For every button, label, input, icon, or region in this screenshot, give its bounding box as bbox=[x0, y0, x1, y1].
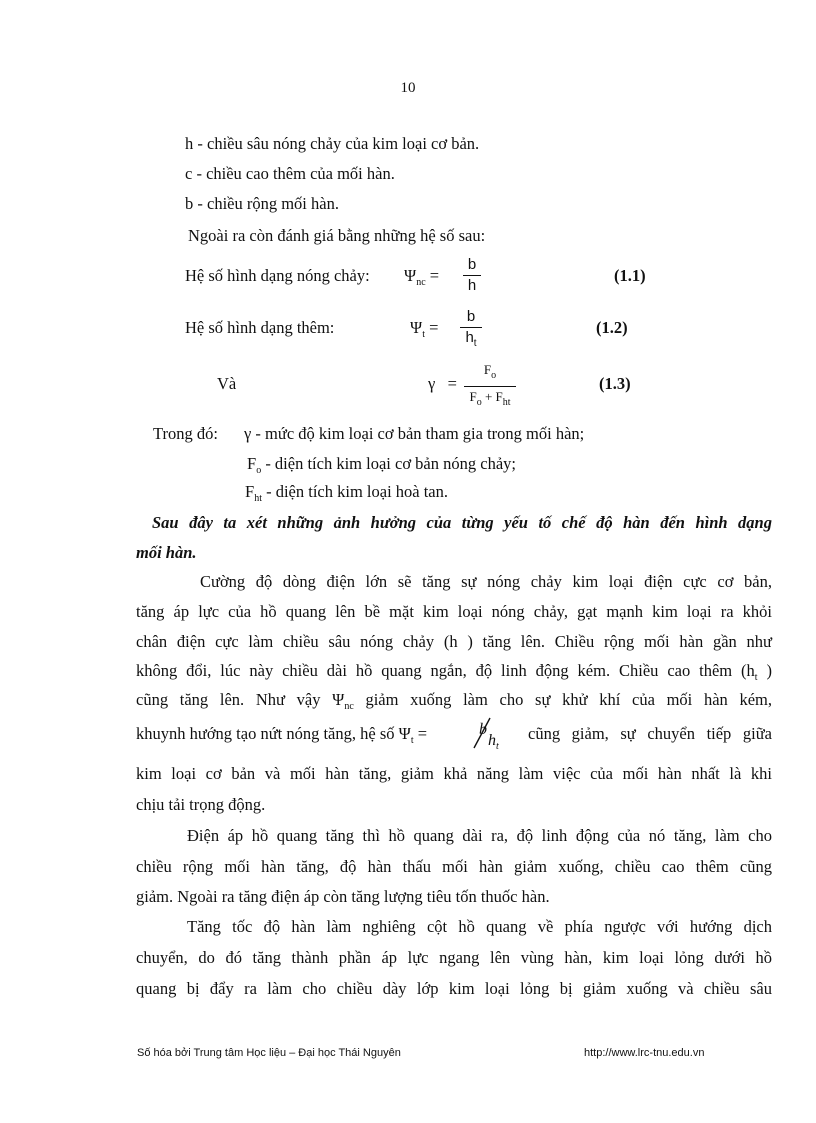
formula-1-number: (1.1) bbox=[614, 266, 646, 285]
footer-source: Số hóa bởi Trung tâm Học liệu – Đại học Thái Nguyên bbox=[137, 1047, 401, 1059]
para3-line-2: chuyển, do đó tăng thành phần áp lực ngang lên vùng hàn, kim loại lỏng dưới hồ bbox=[136, 948, 772, 967]
where-lead: Trong đó: bbox=[153, 424, 218, 443]
formula-3-label: Và bbox=[217, 374, 237, 393]
where-item-fo: $F_o$ - diện tích kim loại cơ bản nóng chảy; bbox=[247, 454, 516, 476]
para1-line-4: không đổi, lúc này chiều dài hồ quang ngắn, độ linh động kém. Chiều cao thêm ($h_t$ ) bbox=[136, 661, 772, 683]
para1-line-7: kim loại cơ bản và mối hàn tăng, giảm khả năng làm việc của mối hàn nhất là khi bbox=[136, 764, 772, 783]
para2-line-1: Điện áp hồ quang tăng thì hồ quang dài ra, độ linh động của nó tăng, làm cho bbox=[187, 826, 772, 845]
para1-line-6-left: khuynh hướng tạo nứt nóng tăng, hệ số $\Psi_t$ = bbox=[136, 724, 428, 746]
para1-line-2: tăng áp lực của hồ quang lên bề mặt kim loại nóng chảy, gạt mạnh kim loại ra khỏi bbox=[136, 602, 772, 621]
page-number: 10 bbox=[400, 80, 416, 96]
para2-line-2: chiều rộng mối hàn tăng, độ hàn thấu mối hàn giảm xuống, chiều cao thêm cũng bbox=[136, 857, 772, 876]
formula-2-number: (1.2) bbox=[596, 318, 628, 337]
formula-2-label: Hệ số hình dạng thêm: bbox=[185, 318, 335, 337]
formula-1-lhs: $\Psi_{nc}$ = bbox=[404, 266, 440, 288]
para1-line-5: cũng tăng lên. Như vậy $\Psi_{nc}$ giảm xuống làm cho sự khử khí của mối hàn kém, bbox=[136, 690, 772, 712]
slash-denominator: $h_t$ bbox=[488, 732, 499, 752]
para1-line-3: chân điện cực làm chiều sâu nóng chảy (h ) tăng lên. Chiều rộng mối hàn gần như bbox=[136, 632, 772, 651]
intro-line: Ngoài ra còn đánh giá bằng những hệ số sau: bbox=[188, 226, 486, 245]
definition-c: c - chiều cao thêm của mối hàn. bbox=[185, 164, 395, 183]
footer-url: http://www.lrc-tnu.edu.vn bbox=[584, 1047, 705, 1059]
where-item-fht: $F_{ht}$ - diện tích kim loại hoà tan. bbox=[245, 482, 449, 504]
section-heading-line-2: mối hàn. bbox=[136, 543, 197, 562]
definition-b: b - chiều rộng mối hàn. bbox=[185, 194, 339, 213]
formula-1-fraction: b h bbox=[463, 256, 481, 295]
slash-numerator: b bbox=[479, 721, 487, 738]
para1-line-8: chịu tải trọng động. bbox=[136, 795, 266, 814]
formula-1-label: Hệ số hình dạng nóng chảy: bbox=[185, 266, 370, 285]
para2-line-3: giảm. Ngoài ra tăng điện áp còn tăng lượng tiêu tốn thuốc hàn. bbox=[136, 887, 550, 906]
where-item-gamma: γ - mức độ kim loại cơ bản tham gia trong mối hàn; bbox=[244, 424, 585, 443]
formula-3-number: (1.3) bbox=[599, 374, 631, 393]
para3-line-1: Tăng tốc độ hàn làm nghiêng cột hồ quang về phía ngược với hướng dịch bbox=[187, 917, 772, 936]
definition-h: h - chiều sâu nóng chảy của kim loại cơ bản. bbox=[185, 134, 480, 153]
para3-line-3: quang bị đẩy ra làm cho chiều dày lớp kim loại lỏng bị giảm xuống và chiều sâu bbox=[136, 979, 772, 998]
formula-3-fraction: $F_o$ $F_o + F_{ht}$ bbox=[464, 361, 516, 412]
formula-2-fraction: b $h_t$ bbox=[460, 308, 482, 353]
para1-slash-fraction bbox=[470, 712, 510, 752]
para1-line-6-right: cũng giảm, sự chuyển tiếp giữa bbox=[528, 724, 772, 743]
para1-line-1: Cường độ dòng điện lớn sẽ tăng sự nóng chảy kim loại điện cực cơ bản, bbox=[200, 572, 772, 591]
formula-2-lhs: $\Psi_t$ = bbox=[410, 318, 439, 340]
formula-3-lhs: γ = bbox=[428, 374, 457, 393]
section-heading-line-1: Sau đây ta xét những ảnh hưởng của từng yếu tố chế độ hàn đến hình dạng bbox=[152, 513, 772, 532]
